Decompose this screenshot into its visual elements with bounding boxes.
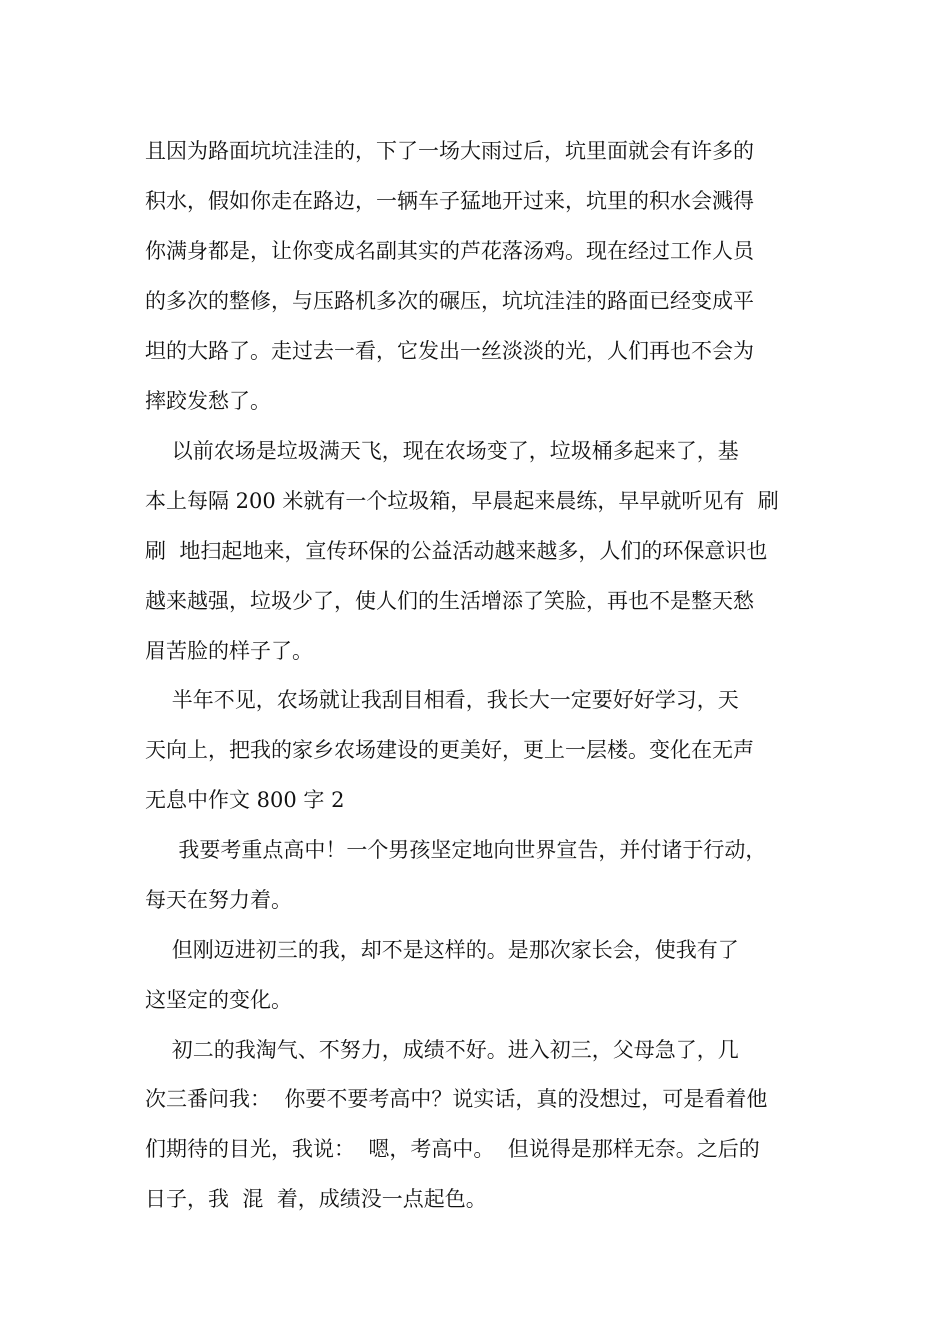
- text-line: 刷 地扫起地来，宣传环保的公益活动越来越多，人们的环保意识也: [145, 539, 768, 563]
- text-line: 积水，假如你走在路边，一辆车子猛地开过来，坑里的积水会溅得: [145, 189, 754, 213]
- text-line: 半年不见，农场就让我刮目相看，我长大一定要好好学习，天: [145, 688, 739, 712]
- text-line: 这坚定的变化。: [145, 988, 292, 1012]
- text-line: 且因为路面坑坑洼洼的，下了一场大雨过后，坑里面就会有许多的: [145, 139, 754, 163]
- text-line: 以前农场是垃圾满天飞，现在农场变了，垃圾桶多起来了，基: [145, 439, 739, 463]
- text-line: 摔跤发愁了。: [145, 389, 271, 413]
- text-line: 日子，我 混 着，成绩没一点起色。: [145, 1187, 487, 1211]
- text-line: 次三番问我： 你要不要考高中？说实话，真的没想过，可是看着他: [145, 1087, 768, 1111]
- text-line: 我要考重点高中！一个男孩坚定地向世界宣告，并付诸于行动，: [145, 838, 767, 862]
- text-line: 无息中作文 800 字 2: [145, 788, 345, 812]
- text-line: 坦的大路了。走过去一看，它发出一丝淡淡的光，人们再也不会为: [145, 339, 754, 363]
- text-line: 的多次的整修，与压路机多次的碾压，坑坑洼洼的路面已经变成平: [145, 289, 754, 313]
- text-line: 但刚迈进初三的我，却不是这样的。是那次家长会，使我有了: [145, 938, 739, 962]
- text-line: 眉苦脸的样子了。: [145, 639, 313, 663]
- text-line: 越来越强，垃圾少了，使人们的生活增添了笑脸，再也不是整天愁: [145, 589, 754, 613]
- text-line: 们期待的目光，我说： 嗯，考高中。 但说得是那样无奈。之后的: [145, 1137, 760, 1161]
- text-line: 初二的我淘气、不努力，成绩不好。进入初三，父母急了，几: [145, 1038, 739, 1062]
- text-line: 本上每隔 200 米就有一个垃圾箱，早晨起来晨练，早早就听见有 刷: [145, 489, 779, 513]
- text-line: 天向上，把我的家乡农场建设的更美好，更上一层楼。变化在无声: [145, 738, 754, 762]
- text-line: 你满身都是，让你变成名副其实的芦花落汤鸡。现在经过工作人员: [145, 239, 754, 263]
- text-line: 每天在努力着。: [145, 888, 292, 912]
